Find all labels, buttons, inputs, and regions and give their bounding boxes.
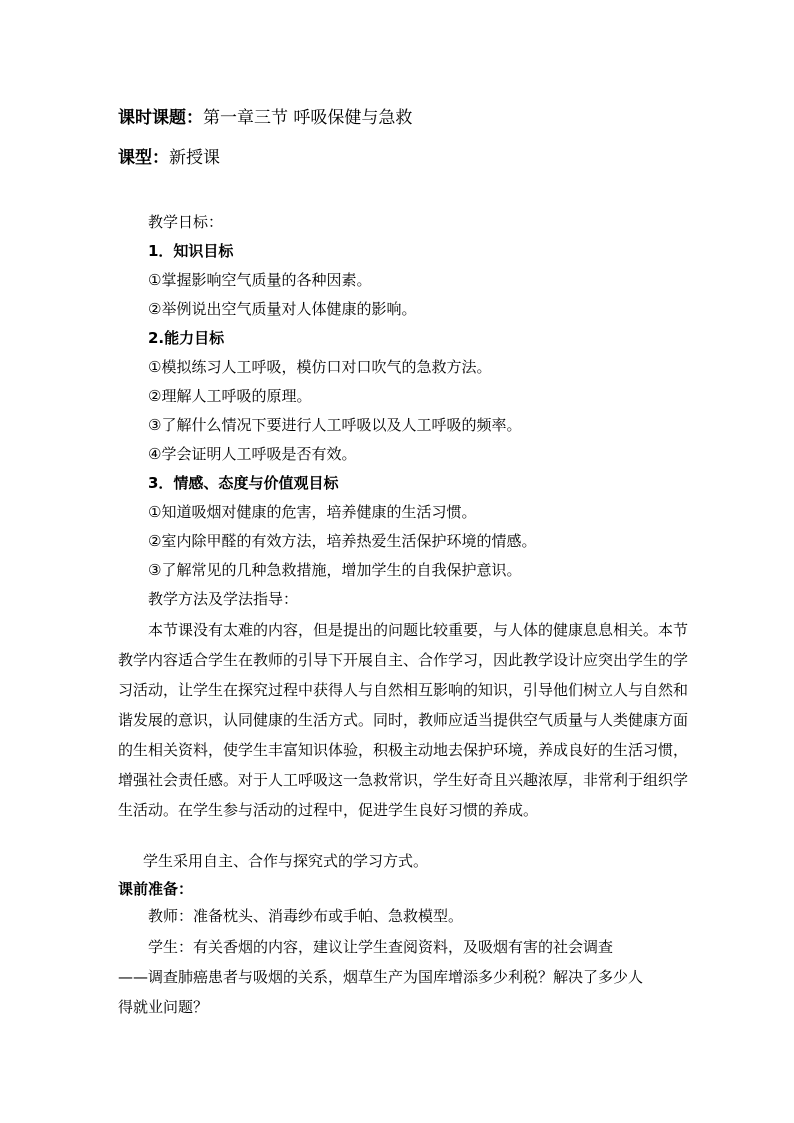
ability-goal-item: ①模拟练习人工呼吸，模仿口对口吹气的急救方法。 [148, 358, 492, 376]
goals-heading: 教学日标： [148, 213, 224, 231]
emotion-goal-item: ③了解常见的几种急救措施，增加学生的自我保护意识。 [148, 561, 522, 579]
knowledge-goal-item: ②举例说出空气质量对人体健康的影响。 [148, 300, 417, 318]
student-method-line: 学生采用自主、合作与探究式的学习方式。 [143, 852, 429, 870]
lesson-type-value: 新授课 [169, 148, 220, 168]
ability-goal-item: ②理解人工呼吸的原理。 [148, 387, 312, 405]
prep-student-line: 得就业问题？ [118, 998, 209, 1016]
prep-student-line: 学生：有关香烟的内容，建议让学生查阅资料，及吸烟有害的社会调查 [148, 938, 614, 956]
lesson-type-label: 课型： [118, 148, 169, 168]
lesson-title-value: 第一章三节 呼吸保健与急救 [203, 108, 413, 128]
prep-student-line: ——调查肺癌患者与吸烟的关系，烟草生产为国库增添多少利税？解决了多少人 [118, 968, 644, 986]
prep-heading: 课前准备： [118, 880, 194, 898]
ability-goal-item: ③了解什么情况下要进行人工呼吸以及人工呼吸的频率。 [148, 416, 522, 434]
knowledge-goal-title: 1．知识目标 [148, 242, 234, 260]
ability-goal-item: ④学会证明人工呼吸是否有效。 [148, 445, 357, 463]
emotion-goal-item: ①知道吸烟对健康的危害，培养健康的生活习惯。 [148, 503, 477, 521]
method-heading: 教学方法及学法指导： [148, 590, 299, 608]
method-paragraph: 本节课没有太难的内容，但是提出的问题比较重要，与人体的健康息息相关。本节教学内容适合学生在教师的引导下开展自主、合作学习，因此教学设计应突出学生的学习活动，让学生在探究过程中获得人与自然相互影响的知识，引导他们树立人与自然和谐发展的意识，认同健康的生活方式。同时，教师应适当提供空气质量与人类健康方面的生相关资料，使学生丰富知识体验，积极主动地去保护环境，养成良好的生活习惯，增强社会责任感。对于人工呼吸这一急救常识，学生好奇且兴趣浓厚，非常利于组织学生活动。在学生参与活动的过程中，促进学生良好习惯的养成。 [118, 621, 689, 819]
lesson-title [118, 106, 412, 130]
lesson-title-label: 课时课题： [118, 108, 203, 128]
emotion-goal-item: ②室内除甲醛的有效方法，培养热爱生活保护环境的情感。 [148, 532, 537, 550]
ability-goal-title: 2.能力目标 [148, 329, 225, 347]
emotion-goal-title: 3．情感、态度与价值观目标 [148, 474, 339, 492]
lesson-type [118, 146, 220, 170]
knowledge-goal-item: ①掌握影响空气质量的各种因素。 [148, 271, 372, 289]
prep-teacher-line: 教师：准备枕头、消毒纱布或手帕、急救模型。 [148, 907, 464, 925]
